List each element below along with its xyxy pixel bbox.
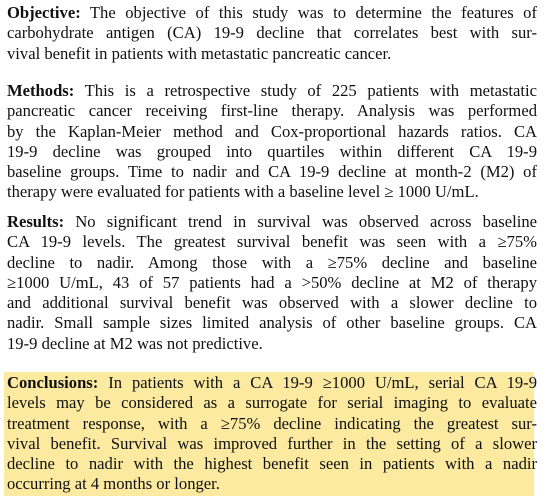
objective-line: carbohydrate antigen (CA) 19-9 decline that correlates best with sur- [7, 23, 537, 43]
conclusions-line: levels may be considered as a surrogate for serial imaging to evaluate [7, 393, 537, 413]
methods-line: therapy were evaluated for patients with a baseline level ≥ 1000 U/mL. [7, 182, 479, 202]
methods-line: pancreatic cancer receiving first-line therapy. Analysis was performed [7, 101, 537, 121]
methods-line: baseline groups. Time to nadir and CA 19-9 decline at month-2 (M2) of [7, 162, 537, 182]
objective-line: vival benefit in patients with metastatic pancreatic cancer. [7, 43, 392, 63]
methods-line: Methods: This is a retrospective study of 225 patients with metastatic [7, 81, 537, 100]
results-line: decline to nadir. Among those with a ≥75% decline and baseline [7, 252, 537, 272]
methods-line: 19-9 decline was grouped into quartiles within different CA 19-9 [7, 141, 537, 161]
results-line: 19-9 decline at M2 was not predictive. [7, 333, 263, 353]
results-line: and additional survival benefit was observed with a slower decline to [7, 293, 537, 313]
objective-paragraph [7, 3, 537, 64]
conclusions-heading: Conclusions: [7, 373, 99, 392]
objective-heading: Objective: [7, 3, 81, 22]
conclusions-line: treatment response, with a ≥75% decline indicating the greatest sur- [7, 413, 537, 433]
results-line: ≥1000 U/mL, 43 of 57 patients had a >50% decline at M2 of therapy [7, 272, 537, 292]
methods-heading: Methods: [7, 81, 75, 100]
results-line: CA 19-9 levels. The greatest survival benefit was seen with a ≥75% [7, 232, 537, 252]
conclusions-line: occurring at 4 months or longer. [7, 474, 220, 494]
results-paragraph [7, 212, 537, 354]
conclusions-paragraph [7, 373, 537, 495]
conclusions-line: Conclusions: In patients with a CA 19-9 ≥1000 U/mL, serial CA 19-9 [7, 373, 537, 392]
objective-line: Objective: The objective of this study was to determine the features of [7, 3, 537, 22]
methods-line: by the Kaplan-Meier method and Cox-proportional hazards ratios. CA [7, 121, 537, 141]
results-line: nadir. Small sample sizes limited analysis of other baseline groups. CA [7, 313, 537, 333]
conclusions-line: vival benefit. Survival was improved further in the setting of a slower [7, 433, 537, 453]
conclusions-line: decline to nadir with the highest benefit seen in patients with a nadir [7, 454, 537, 474]
results-heading: Results: [7, 212, 65, 231]
results-line: Results: No significant trend in survival was observed across baseline [7, 212, 537, 231]
methods-paragraph [7, 81, 537, 203]
